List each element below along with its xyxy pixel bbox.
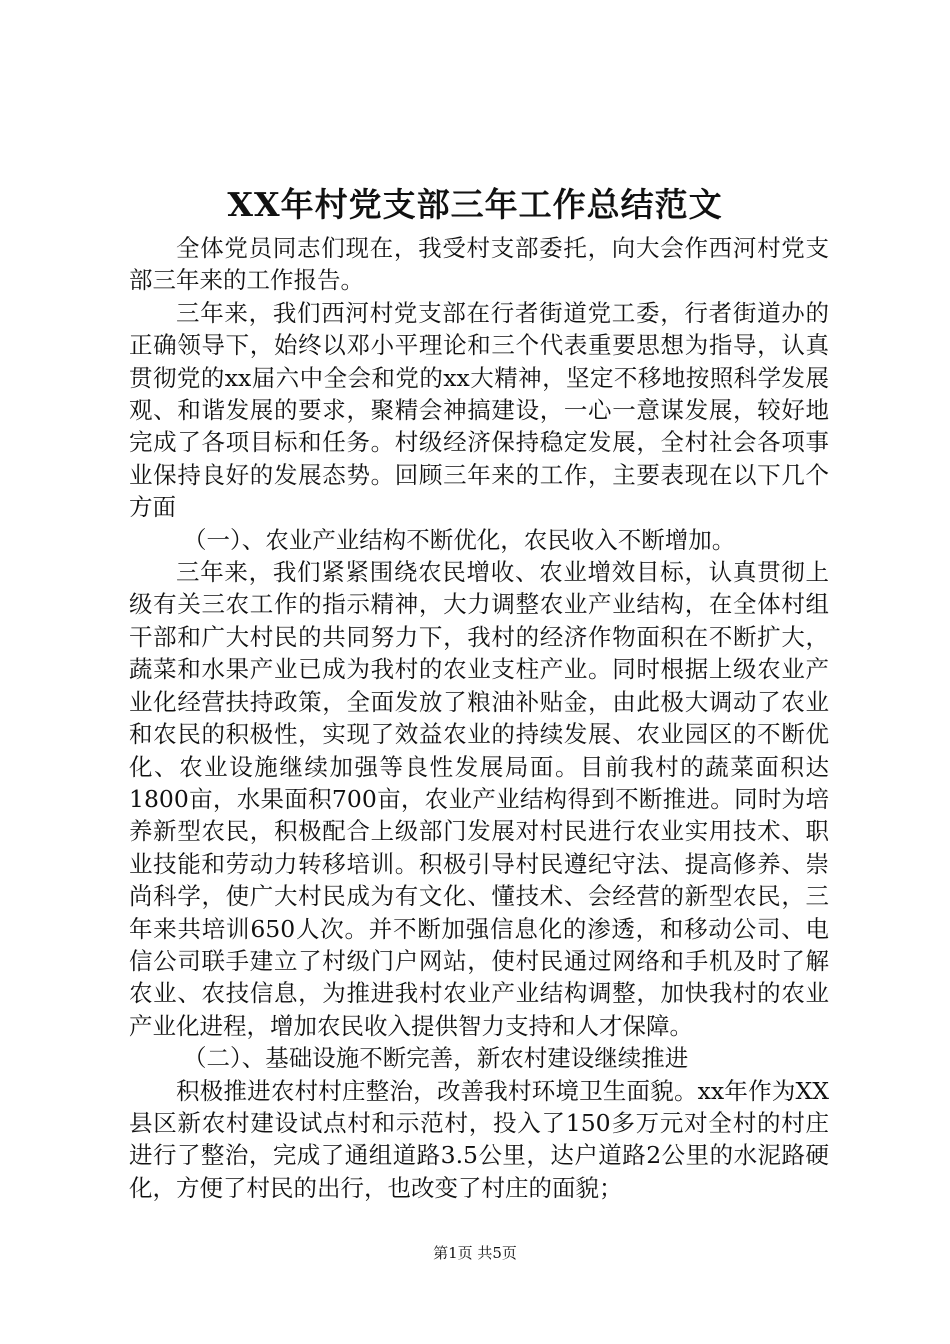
document-body <box>129 232 829 1204</box>
paragraph: 三年来，我们紧紧围绕农民增收、农业增效目标，认真贯彻上级有关三农工作的指示精神，大力调整农业产业结构，在全体村组干部和广大村民的共同努力下，我村的经济作物面积在不断扩大，蔬菜和水果产业已成为我村的农业支柱产业。同时根据上级农业产业化经营扶持政策，全面发放了粮油补贴金，由此极大调动了农业和农民的积极性，实现了效益农业的持续发展、农业园区的不断优化、农业设施继续加强等良性发展局面。目前我村的蔬菜面积达1800亩，水果面积700亩，农业产业结构得到不断推进。同时为培养新型农民，积极配合上级部门发展对村民进行农业实用技术、职业技能和劳动力转移培训。积极引导村民遵纪守法、提高修养、崇尚科学，使广大村民成为有文化、懂技术、会经营的新型农民，三年来共培训650人次。并不断加强信息化的渗透，和移动公司、电信公司联手建立了村级门户网站，使村民通过网络和手机及时了解农业、农技信息，为推进我村农业产业结构调整，加快我村的农业产业化进程，增加农民收入提供智力支持和人才保障。 <box>129 558 829 1040</box>
section-heading: （一）、农业产业结构不断优化，农民收入不断增加。 <box>183 525 736 554</box>
page-footer: 第1页 共5页 <box>433 1244 517 1262</box>
paragraph: 三年来，我们西河村党支部在行者街道党工委，行者街道办的正确领导下，始终以邓小平理论和三个代表重要思想为指导，认真贯彻党的xx届六中全会和党的xx大精神，坚定不移地按照科学发展观、和谐发展的要求，聚精会神搞建设，一心一意谋发展，较好地完成了各项目标和任务。村级经济保持稳定发展，全村社会各项事业保持良好的发展态势。回顾三年来的工作，主要表现在以下几个方面 <box>129 298 829 522</box>
paragraph: 积极推进农村村庄整治，改善我村环境卫生面貌。xx年作为XX县区新农村建设试点村和示范村，投入了150多万元对全村的村庄进行了整治，完成了通组道路3.5公里，达户道路2公里的水泥路硬化，方便了村民的出行，也改变了村庄的面貌； <box>129 1076 829 1202</box>
paragraph: 全体党员同志们现在，我受村支部委托，向大会作西河村党支部三年来的工作报告。 <box>129 234 829 295</box>
document-title: XX年村党支部三年工作总结范文 <box>227 185 723 224</box>
section-heading: （二）、基础设施不断完善，新农村建设继续推进 <box>183 1044 689 1073</box>
